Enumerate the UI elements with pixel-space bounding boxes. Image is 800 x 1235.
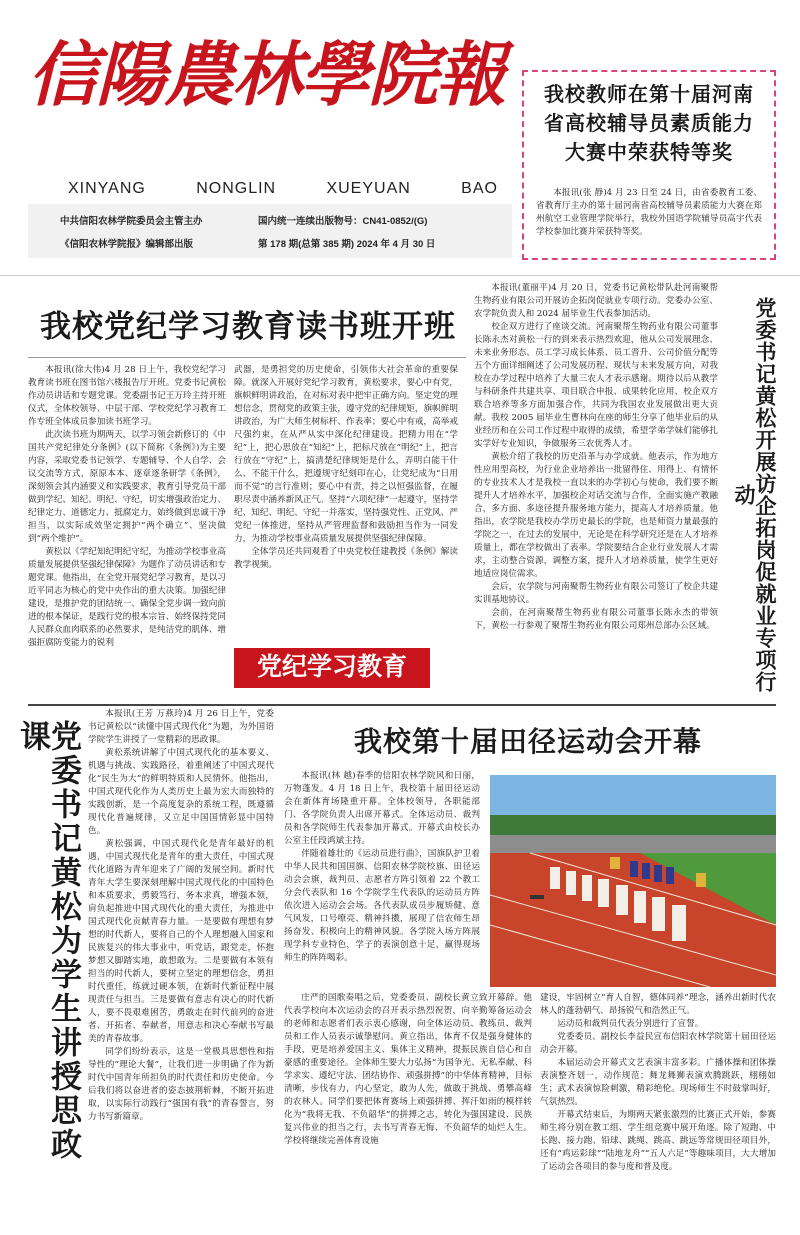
paragraph: 会前，在河南聚帮生物药业有限公司董事长陈永杰的带领下，黄松一行参观了聚帮生物药业有限公司郑州总部办公区域。	[474, 608, 718, 631]
masthead-infobar	[28, 204, 512, 258]
divider	[28, 357, 466, 358]
article3-body	[88, 708, 274, 1124]
paragraph: 同学们纷纷表示，这是一堂极具思想性和指导性的“理论大餐”，让我们进一步明确了作为新时代中国青年所担负的时代责任和历史使命。今后我们将以奋进者的姿态披荆斩棘，不断开拓进取，以实际行动践行“强国有我”的青春誓言，努力书写新篇章。	[88, 1047, 274, 1122]
divider	[0, 275, 800, 276]
article4-title: 我校第十届田径运动会开幕	[353, 725, 702, 758]
paragraph: 黄松以《学纪知纪明纪守纪，为推动学校事业高质量发展提供坚强纪律保障》为题作了动员讲话和专题党课。他指出，在全党开展党纪学习教育，是以习近平同志为核心的党中央作出的重大决策。加强纪律建设，是推护党的团结统一、确保全党步调一致向前进的根本保证，是践行党的根本宗旨、始终保持党同人民群众血肉联系的必然要求，是纯洁党的肌体、增强拒腐防变能力的锐利	[28, 547, 226, 648]
article4-bottom	[284, 992, 532, 1148]
paragraph: 运动员和裁判员代表分别进行了宣誓。	[557, 1019, 704, 1029]
editor-text: 《信阳农林学院报》编辑部出版	[60, 239, 194, 250]
article1-col1	[28, 364, 226, 650]
paragraph: 本报讯(董丽平)4 月 20 日，党委书记黄松带队赴河南聚帮生物药业有限公司开展访企拓岗促就业专项行动。党委办公室、农学院负责人和 2024 届毕业生代表参加活动。	[474, 283, 718, 319]
paragraph: 伴随着雄壮的《运动员进行曲》，国旗队护卫着中华人民共和国国旗、信阳农林学院校旗、田径运动会会旗，裁判员、志愿者方阵引领着 22 个教工分会代表队和 16 个学院学生代表队的运动员方阵依次进入运动会会场。各代表队成员步履矫健、意气风发，口号嘹亮、精神抖擞，展现了信农师生昂扬奋发、积极向上的精神风貌。各学院入场方阵展现学科专业特色，学子的表演创意十足，赢得现场师生的阵阵喝彩。	[284, 849, 480, 963]
paragraph: 黄松系统讲解了中国式现代化的基本要义、机遇与挑战、实践路径，着重阐述了中国式现代化“民生为大”的鲜明特质和人民情怀。他指出，中国式现代化作为人类历史上最为宏大而独特的实践创新，是一个高度复杂的系统工程，既遵循现代化普遍规律，又立足中国国情彰显中国特色。	[88, 748, 274, 836]
paragraph: 此次读书班为期两天，以学习领会新修订的《中国共产党纪律处分条例》(以下简称《条例》)为主要内容，采取党委书记领学、专题辅导、个人自学、会议交流等方式，原原本本、逐章逐条研学《条例》，深刻领会其内涵要义和实践要求，教育引导党员干部做到学纪、知纪、明纪、守纪，切实增强政治定力、纪律定力、道德定力、抵腐定力，始终做到忠诚干净担当，以实际成效坚定拥护“两个确立”、坚决做到“两个维护”。	[28, 430, 226, 544]
paragraph: 庄严的国歌奏唱之后，党委委员、副校长黄立致开幕辞。他代表学校向本次运动会的召开表示热烈祝贺，向辛勤筹备运动会的老师和志愿者们表示衷心感谢，向全体运动员、教练员、裁判员和工作人员表示诚挚慰问。黄立指出，体育不仅是强身健体的手段，更是培养爱国主义、集体主义精神，提振民族自信心和自豪感的重要途径。全体师生要大力弘扬“为国争光、无私奉献、科学求实、遵纪守法、团结协作、顽强拼搏”的中华体育精神，目标清晰，步伐有力，内心坚定，敢为人先，做敢于挑战、勇攀高峰的农林人。同学们要把体育赛场上顽强拼搏、挥汗如雨的模样转化为“我将无我、不负韶华”的拼搏之志，转化为强国建设、民族复兴伟业的担当之行，去书写青春无悔、不负韶华的灿烂人生。学校将继续完善体育设施	[284, 993, 532, 1146]
article1-col2	[234, 364, 458, 572]
highlight-box	[522, 70, 776, 260]
divider	[28, 704, 776, 706]
paragraph: 会后，农学院与河南聚帮生物药业有限公司签订了校企共建实训基地协议。	[474, 582, 718, 605]
article4-right	[540, 992, 776, 1174]
paragraph: 黄松介绍了我校的历史沿革与办学成就。他表示，作为地方性应用型高校，为行业企业培养出一批留得住、用得上、有情怀的专业技术人才是我校一直以来的办学初心与使命，我们要不断提升人才培养水平，加强校企对话交流与合作，全面实施产教融合，多方面、多途径提升服务地方能力，提高人才培养质量。他指出，农学院是我校办学历史最长的学院，也是师资力量最强的学院之一，在过去的发展中，无论是在科学研究还是在人才培养质量上，都在学校做出了表率。学院要结合企业行业发展人才需求，主动整合资源，调整方案，提升人才培养质量，使学生更好地适应岗位需求。	[474, 452, 718, 579]
paragraph: 建设，牢固树立“育人自智，德体同养”理念，涵养出新时代农林人的蓬勃朝气、昂扬锐气和浩然正气。	[540, 993, 776, 1016]
article3-title: 党委书记黄松为学生讲授思政课	[14, 720, 81, 1162]
sports-meet-photo	[490, 775, 776, 987]
masthead-pinyin	[68, 180, 498, 198]
paragraph: 本报讯(王芳 万燕玲)4 月 26 日上午，党委书记黄松以“读懂中国式现代化”为题，为外国语学院学生讲授了一堂精彩的思政课。	[88, 709, 274, 745]
highlight-title: 我校教师在第十届河南省高校辅导员素质能力大赛中荣获特等奖	[544, 82, 754, 164]
banner-label: 党纪学习教育	[234, 648, 430, 688]
paragraph: 武器，是勇担党的历史使命，引领伟大社会革命的重要保障。就深入开展好党纪学习教育，黄松要求，要心中有党，旗帜鲜明讲政治，在对标对表中把牢正确方向。坚定党的理想信念，贯彻党的政策主张，遵守党的纪律规矩，旗帜鲜明讲政治，为广大师生树标杆、作表率；要心中有戒，高举戒尺强约束，在从严从实中深化纪律建设。把精力用在“学纪”上，把心思放在“知纪”上，把标尺放在“明纪”上，把言行放在“守纪”上，搞清楚纪律规矩是什么，弄明白能干什么、不能干什么，把遵规守纪刻印在心，让党纪成为“日用而不觉”的言行准则；要心中有责，持之以恒强监督，在履职尽责中涵养新风正气。坚持“六项纪律”一起遵守，坚持学纪、知纪、明纪、守纪一并落实，坚持强党性、正党风、严党纪一体推进，坚持从严管理监督和鼓励担当作为一同发力，为推动学校事业高质量发展提供坚强纪律保障。	[234, 365, 458, 544]
pinyin-word: NONGLIN	[196, 180, 277, 197]
masthead-title: 信陽農林學院報	[28, 33, 504, 116]
article2-body	[474, 282, 718, 633]
paragraph: 本届运动会开幕式文艺表演丰富多彩。广播体操和团体操表演整齐划一，动作规范；舞龙舞狮表演欢腾跳跃，栩栩如生；武术表演惊险刺激，精彩绝伦。现场师生不时鼓掌叫好，气氛热烈。	[540, 1058, 776, 1107]
pinyin-word: XUEYUAN	[326, 180, 411, 197]
article1-title: 我校党纪学习教育读书班开班	[40, 309, 456, 345]
paragraph: 校企双方进行了座谈交流。河南聚帮生物药业有限公司董事长陈永杰对黄松一行的到来表示热烈欢迎，他从公司发展理念、未来业务形态、员工学习成长体系、员工晋升、公司价值分配等五个方面详细阐述了公司发展历程、现状与未来发展方向，对我校在办学过程中培养了大量三农人才表示感谢。期待以后从教学与科研条件共建共享、项目联合申报、成果转化应用、校企双方联合培养等多方面加强合作，共同为我国农业发展做出更大贡献。我校 2005 届毕业生曹林向在座的师生分享了他毕业后的从业经历和在公司工作过程中取得的成绩，希望学弟学妹们能够扎实学好专业知识，争做服务三农优秀人才。	[474, 322, 718, 449]
stadium-illustration	[490, 775, 776, 987]
pinyin-word: BAO	[461, 180, 498, 197]
paragraph: 党委委员、副校长李益民宣布信阳农林学院第十届田径运动会开幕。	[540, 1032, 776, 1055]
highlight-body: 本报讯(张 静)4 月 23 日至 24 日，由省委教育工委、省教育厅主办的第十届河南省高校辅导员素质能力大赛在郑州航空工业管理学院举行，我校外国语学院辅导员高宇代表学校参加比赛并荣获特等奖。	[536, 188, 762, 237]
paragraph: 黄松强调，中国式现代化是青年最好的机遇，中国式现代化是青年的重大责任，中国式现代化道路为青年迎来了广阔的发展空间。新时代青年大学生要深刻理解中国式现代化的中国特色和本质要求，勇毅笃行，务本求真，增强本领，肩负起推进中国式现代化的重大责任，为推进中国式现代化贡献青春力量。一是要做有理想有梦想的时代新人，要将自己的个人理想融入国家和民族复兴的伟大事业中，听党话，跟党走，怀抱梦想又脚踏实地，敢想敢为。二是要做有本领有担当的时代新人，要树立坚定的理想信念，勇担时代重任，练就过硬本领，在新时代新征程中展现责任与担当。三是要做有意志有决心的时代新人，要不畏艰难困苦，勇敢走在时代前列的奋进者、开拓者、奉献者，用意志和决心奉献书写最美的青春故事。	[88, 839, 274, 1044]
sponsor-text: 中共信阳农林学院委员会主管主办	[60, 216, 203, 227]
issue-text: 第 178 期(总第 385 期) 2024 年 4 月 30 日	[258, 239, 436, 250]
paragraph: 开幕式结束后，为期两天紧张激烈的比赛正式开始，参赛师生将分别在教工组、学生组竞赛中展开角逐。除了短跑、中长跑、接力跑、铅球、跳绳、跳高、跳远等常规田径项目外，还有“鸡运彩球”“陆地龙舟”“五人六足”等趣味项目，大大增加了运动会各项目的参与度和普及度。	[540, 1110, 776, 1172]
article2-title: 党委书记黄松开展访企拓岗促就业专项行动	[732, 297, 778, 693]
paragraph: 本报讯(林 越)春季的信阳农林学院风和日丽，万物蓬发。4 月 18 日上午，我校第十届田径运动会在新体育场隆重开幕。全体校领导，各职能部门、各学院负责人出席开幕式。全体运动员、裁判员和各学院师生代表参加开幕式。开幕式由校长办公室主任段鸿斌主持。	[284, 771, 480, 846]
paragraph: 全体学员还共同观看了中央党校任建教授《条例》解读教学视频。	[234, 547, 458, 570]
pinyin-word: XINYANG	[68, 180, 146, 197]
paragraph: 本报讯(徐大伟)4 月 28 日上午，我校党纪学习教育读书班在图书馆六楼报告厅开班。党委书记黄松作动员讲话和专题党课。党委副书记王万玲主持开班仪式，全体校领导、中层干部、学校党纪学习教育工作专班全体成员参加读书班学习。	[28, 365, 226, 427]
article4-left	[284, 770, 480, 965]
issn-text: 国内统一连续出版物号：CN41-0852/(G)	[258, 216, 428, 227]
